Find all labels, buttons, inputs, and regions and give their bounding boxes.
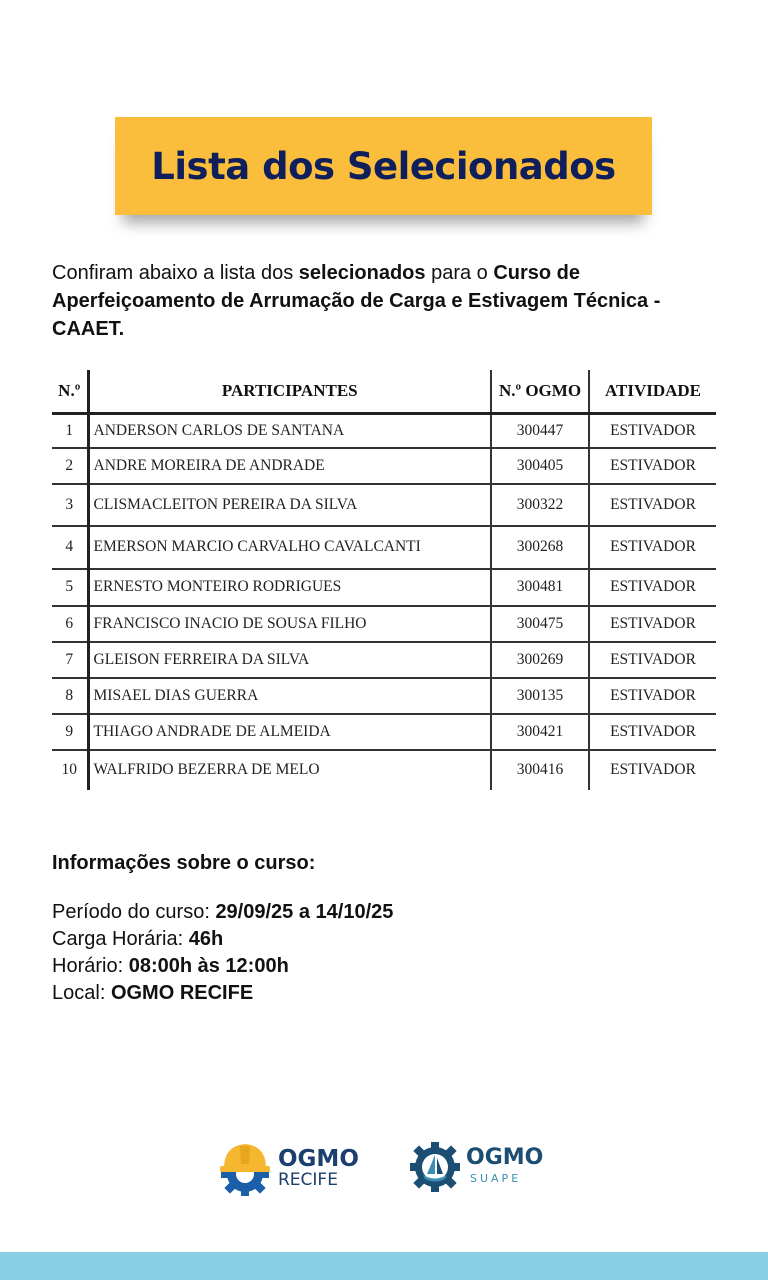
table-row [52,678,716,714]
row-name: WALFRIDO BEZERRA DE MELO [88,750,491,790]
row-activity: ESTIVADOR [589,606,716,642]
course-location [52,980,652,1007]
course-workload-value: 46h [188,928,224,950]
recife-logo-sub: RECIFE [278,1170,338,1190]
row-name: CLISMACLEITON PEREIRA DA SILVA [88,484,491,526]
title-banner [115,117,652,215]
row-ogmo: 300268 [491,526,589,569]
row-number: 7 [52,642,88,678]
course-workload-label: Carga Horária: [52,928,189,950]
header-participants: PARTICIPANTES [88,370,491,414]
footer-bar [0,1252,768,1280]
intro-course-name: Curso de Aperfeiçoamento de Arrumação de Carga e Estivagem Técnica - CAAET. [52,262,661,340]
table-row [52,606,716,642]
row-activity: ESTIVADOR [589,678,716,714]
course-location-label: Local: [52,982,111,1004]
course-period-value: 29/09/25 a 14/10/25 [215,901,394,923]
course-schedule-label: Horário: [52,955,129,977]
table-row [52,642,716,678]
hardhat-gear-icon [218,1138,272,1198]
row-name: GLEISON FERREIRA DA SILVA [88,642,491,678]
ship-gear-icon [410,1142,460,1192]
intro-text-1: Confiram abaixo a lista dos [52,262,299,284]
row-ogmo: 300421 [491,714,589,750]
header-activity: ATIVIDADE [589,370,716,414]
row-name: ERNESTO MONTEIRO RODRIGUES [88,569,491,606]
row-activity: ESTIVADOR [589,526,716,569]
row-activity: ESTIVADOR [589,642,716,678]
row-ogmo: 300135 [491,678,589,714]
table-row [52,750,716,790]
row-ogmo: 300405 [491,448,589,484]
intro-text-3: para o [425,262,494,284]
row-number: 10 [52,750,88,790]
course-location-value: OGMO RECIFE [110,982,254,1004]
participants-table [52,370,716,790]
course-schedule [52,953,652,980]
intro-paragraph [52,259,722,343]
table-row [52,569,716,606]
table-header-row [52,370,716,414]
header-ogmo-number: N.º OGMO [491,370,589,414]
course-period-label: Período do curso: [52,901,216,923]
row-ogmo: 300475 [491,606,589,642]
recife-logo-name: OGMO [278,1146,359,1172]
row-ogmo: 300416 [491,750,589,790]
row-activity: ESTIVADOR [589,484,716,526]
course-period [52,899,652,926]
row-number: 1 [52,414,88,448]
course-workload [52,926,652,953]
row-name: MISAEL DIAS GUERRA [88,678,491,714]
table-row [52,484,716,526]
row-number: 2 [52,448,88,484]
header-number: N.º [52,370,88,414]
row-number: 4 [52,526,88,569]
row-name: EMERSON MARCIO CARVALHO CAVALCANTI [88,526,491,569]
course-info [52,852,652,1007]
row-ogmo: 300447 [491,414,589,448]
ogmo-recife-logo [218,1138,359,1198]
ogmo-suape-logo [410,1142,543,1192]
row-activity: ESTIVADOR [589,414,716,448]
row-number: 6 [52,606,88,642]
row-name: ANDERSON CARLOS DE SANTANA [88,414,491,448]
intro-text-2: selecionados [298,262,426,284]
course-info-heading: Informações sobre o curso: [52,852,316,874]
row-number: 3 [52,484,88,526]
row-activity: ESTIVADOR [589,714,716,750]
page-title: Lista dos Selecionados [151,144,616,188]
row-ogmo: 300322 [491,484,589,526]
row-activity: ESTIVADOR [610,761,696,778]
row-name: ANDRE MOREIRA DE ANDRADE [88,448,491,484]
row-activity: ESTIVADOR [589,569,716,606]
table-row [52,714,716,750]
suape-logo-name: OGMO [466,1145,544,1170]
table-row [52,526,716,569]
row-activity: ESTIVADOR [589,448,716,484]
row-number: 9 [52,714,88,750]
row-ogmo: 300481 [491,569,589,606]
row-ogmo: 300269 [491,642,589,678]
table-row [52,448,716,484]
row-number: 5 [52,569,88,606]
course-schedule-value: 08:00h às 12:00h [128,955,289,977]
table-row [52,414,716,448]
row-name: FRANCISCO INACIO DE SOUSA FILHO [88,606,491,642]
row-number: 8 [52,678,88,714]
row-name: THIAGO ANDRADE DE ALMEIDA [88,714,491,750]
suape-logo-sub: SUAPE [470,1172,522,1185]
